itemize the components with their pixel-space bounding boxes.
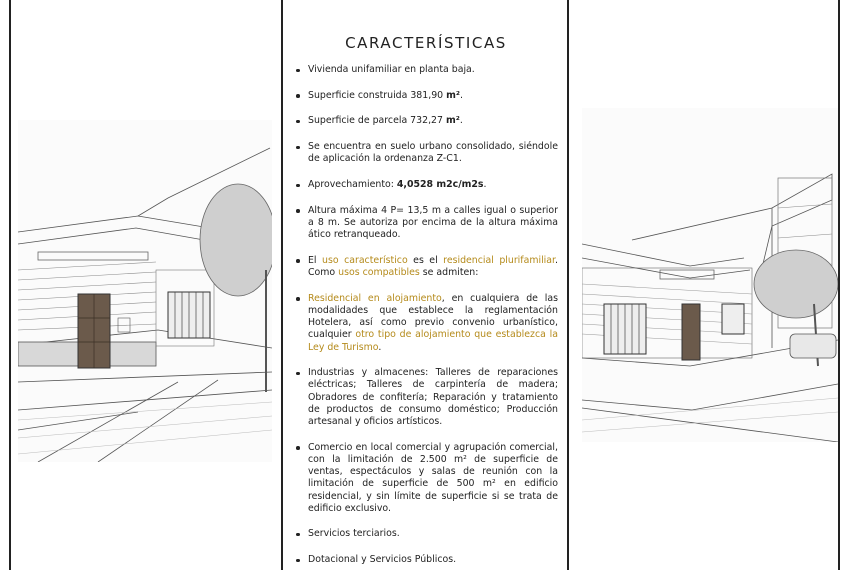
list-item: Se encuentra en suelo urbano consolidado, siéndole de aplicación la ordenanza Z-C1. (294, 141, 558, 165)
divider-center-right (567, 0, 569, 570)
list-item: Aprovechamiento: 4,0528 m2c/m2s. (294, 179, 558, 191)
list-item: Industrias y almacenes: Talleres de reparaciones eléctricas; Talleres de carpintería de madera; Obradores de confitería; Reparación y tratamiento de productos de consumo doméstico; Producción artesanal y oficios artísticos. (294, 367, 558, 428)
house-sketch-right (582, 108, 838, 442)
features-list (294, 64, 558, 580)
list-item: Residencial en alojamiento, en cualquiera de las modalidades que establece la reglamentación Hotelera, así como previo convenio urbanístico, cualquier otro tipo de alojamiento que establezca la Ley de Turismo. (294, 293, 558, 354)
list-item: Vivienda unifamiliar en planta baja. (294, 64, 558, 76)
features-panel (286, 0, 566, 570)
page-title: CARACTERÍSTICAS (345, 34, 507, 52)
list-item: Dotacional y Servicios Públicos. (294, 554, 558, 566)
list-item: El uso característico es el residencial plurifamiliar. Como usos compatibles se admiten: (294, 255, 558, 279)
list-item: Superficie de parcela 732,27 m². (294, 115, 558, 127)
divider-right (838, 0, 840, 570)
list-item: Comercio en local comercial y agrupación comercial, con la limitación de 2.500 m² de superficie de ventas, espectáculos y salas de reunión con la limitación de superficie de 500 m² en edificio residencial, y sin límite de superficie si se trata de edificio exclusivo. (294, 442, 558, 515)
list-item: Altura máxima 4 P= 13,5 m a calles igual o superior a 8 m. Se autoriza por encima de la altura máxima ático retranqueado. (294, 205, 558, 242)
divider-left (9, 0, 11, 570)
house-sketch-left (18, 120, 272, 462)
divider-center-left (281, 0, 283, 570)
list-item: Superficie construida 381,90 m². (294, 90, 558, 102)
list-item: Servicios terciarios. (294, 528, 558, 540)
